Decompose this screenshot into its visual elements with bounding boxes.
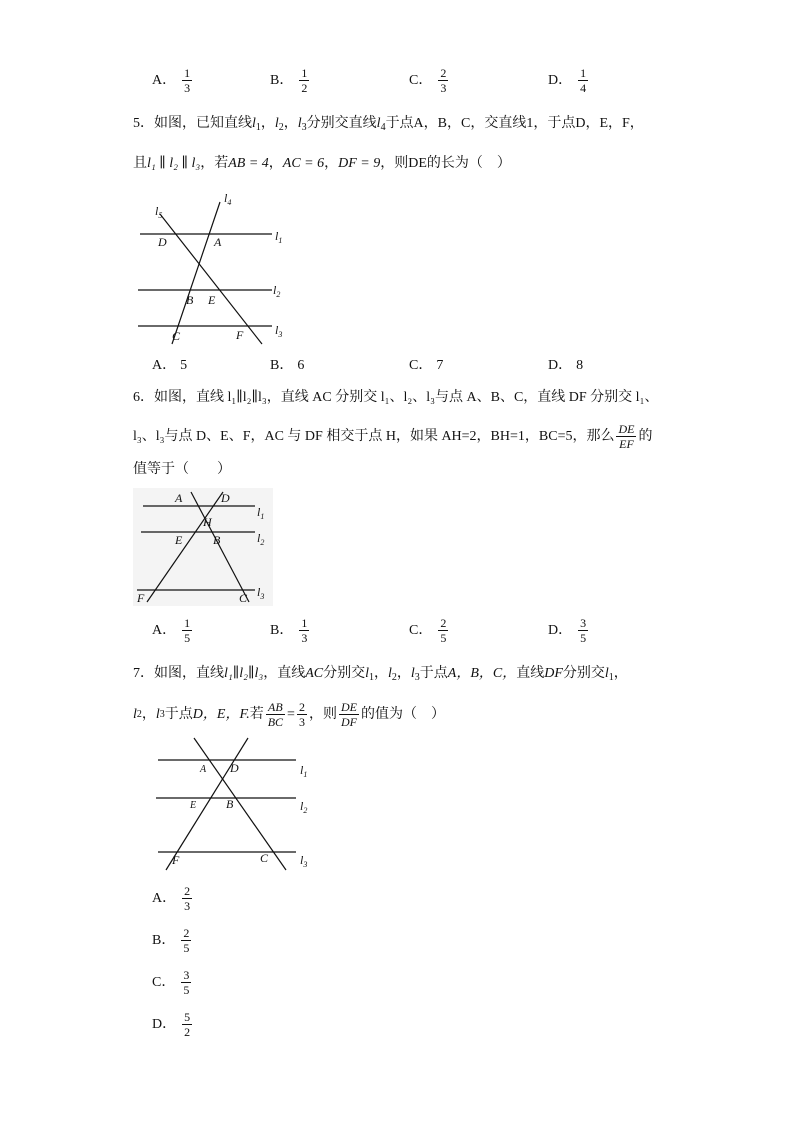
label-D: D xyxy=(158,235,167,249)
label-l1: $l_1$ xyxy=(275,229,283,245)
option-letter: B． xyxy=(270,72,294,88)
line-AC xyxy=(194,738,286,870)
q5-figure xyxy=(130,188,290,348)
q6-line1: 6．如图，直线 l₁∥l₂∥l₃，直线 AC 分别交 l₁、l₂、l₃与点 A、B、C，直线 DF 分别交 l₁、 xyxy=(133,390,659,405)
label-F: F xyxy=(137,591,145,605)
q6-figure xyxy=(133,488,273,608)
q7-option-d[interactable]: D． $\frac{5}{2}$ xyxy=(152,1010,191,1039)
option-letter: A． xyxy=(152,72,177,88)
label-A: A xyxy=(175,491,183,505)
q5-line2: 且l₁ ∥ l₂ ∥ l₃，若AB = 4，AC = 6，DF = 9，则DE的长为（ ） xyxy=(133,156,511,171)
label-l2: $l_2$ xyxy=(300,799,308,815)
q7-fraction-ab-bc: $\frac{AB}{BC}$ xyxy=(267,700,284,729)
label-E: E xyxy=(208,293,216,307)
q4-option-a[interactable] xyxy=(152,66,194,95)
line-l4 xyxy=(172,202,220,344)
option-fraction: $\frac{1}{4}$ xyxy=(580,66,587,95)
line-DF xyxy=(166,738,248,870)
option-fraction: $\frac{2}{3}$ xyxy=(440,66,447,95)
q6-option-a[interactable]: A． $\frac{1}{5}$ xyxy=(152,616,191,645)
q7-option-c[interactable]: C． $\frac{3}{5}$ xyxy=(152,968,190,997)
q6-option-c[interactable]: C． $\frac{2}{5}$ xyxy=(409,616,447,645)
q4-option-b[interactable] xyxy=(270,66,311,95)
label-l1: $l_1$ xyxy=(257,505,265,521)
label-l5: $l_5$ xyxy=(155,204,163,220)
q6-line2: l₃、l₃与点 D、E、F，AC 与 DF 相交于点 H，如果 AH=2，BH=1，BC=5，那么 $\frac{DE}{EF}$ 的 xyxy=(133,422,653,451)
label-C: C xyxy=(239,591,248,605)
q7-line2: l 2 ， l 3 于点 D，E，F. 若 $\frac{AB}{BC}$ = $\frac{2}{3}$ ，则 $\frac{DE}{DF}$ 的值为（ ） xyxy=(133,700,445,729)
q5-line1: 5．如图，已知直线$l_1$，$l_2$，$l_3$分别交直线$l_4$于点A，B，C，交直线1，于点D，E，F， xyxy=(133,116,644,133)
q4-option-c[interactable] xyxy=(409,66,450,95)
q6-line3: 值等于（ ） xyxy=(133,462,231,477)
q7-figure xyxy=(150,736,320,876)
label-l2: $l_2$ xyxy=(257,531,265,547)
label-H: H xyxy=(203,515,212,529)
label-F: F xyxy=(236,328,244,342)
q7-option-a[interactable]: A． $\frac{2}{3}$ xyxy=(152,884,191,913)
label-B: B xyxy=(186,293,194,307)
label-l3: $l_3$ xyxy=(257,585,265,601)
q6-option-b[interactable]: B． $\frac{1}{3}$ xyxy=(270,616,308,645)
label-D: D xyxy=(230,761,239,775)
label-B: B xyxy=(213,533,221,547)
label-l3: $l_3$ xyxy=(275,323,283,339)
label-A: A xyxy=(200,764,207,775)
q6-option-d[interactable]: D． $\frac{3}{5}$ xyxy=(548,616,587,645)
option-letter: C． xyxy=(409,72,433,88)
label-l3: $l_3$ xyxy=(300,853,308,869)
q6-fraction: $\frac{DE}{EF}$ xyxy=(618,422,635,451)
q5-option-d[interactable]: D． 8 xyxy=(548,358,584,373)
label-C: C xyxy=(172,329,181,343)
label-B: B xyxy=(226,797,234,811)
q5-option-c[interactable]: C． 7 xyxy=(409,358,444,373)
q5-option-a[interactable]: A． 5 xyxy=(152,358,188,373)
label-D: D xyxy=(221,491,230,505)
label-l1: $l_1$ xyxy=(300,763,308,779)
label-l4: $l_4$ xyxy=(224,191,232,207)
q7-fraction-2-3: $\frac{2}{3}$ xyxy=(298,700,305,729)
label-E: E xyxy=(175,533,183,547)
label-A: A xyxy=(214,235,222,249)
q5-option-b[interactable]: B． 6 xyxy=(270,358,305,373)
label-l2: $l_2$ xyxy=(273,283,281,299)
option-letter: D． xyxy=(548,72,573,88)
q4-option-d[interactable] xyxy=(548,66,590,95)
option-fraction: $\frac{1}{3}$ xyxy=(184,66,191,95)
label-F: F xyxy=(172,853,180,867)
option-fraction: $\frac{1}{2}$ xyxy=(301,66,308,95)
label-C: C xyxy=(260,851,269,865)
label-E: E xyxy=(190,800,197,811)
q7-option-b[interactable]: B． $\frac{2}{5}$ xyxy=(152,926,190,955)
q7-fraction-de-df: $\frac{DE}{DF}$ xyxy=(340,700,357,729)
q7-line1: 7．如图，直线l₁∥l₂∥l₃，直线AC分别交$l_1$，$l_2$，$l_3$于点A，B，C，直线DF分别交$l_1$， xyxy=(133,666,628,683)
